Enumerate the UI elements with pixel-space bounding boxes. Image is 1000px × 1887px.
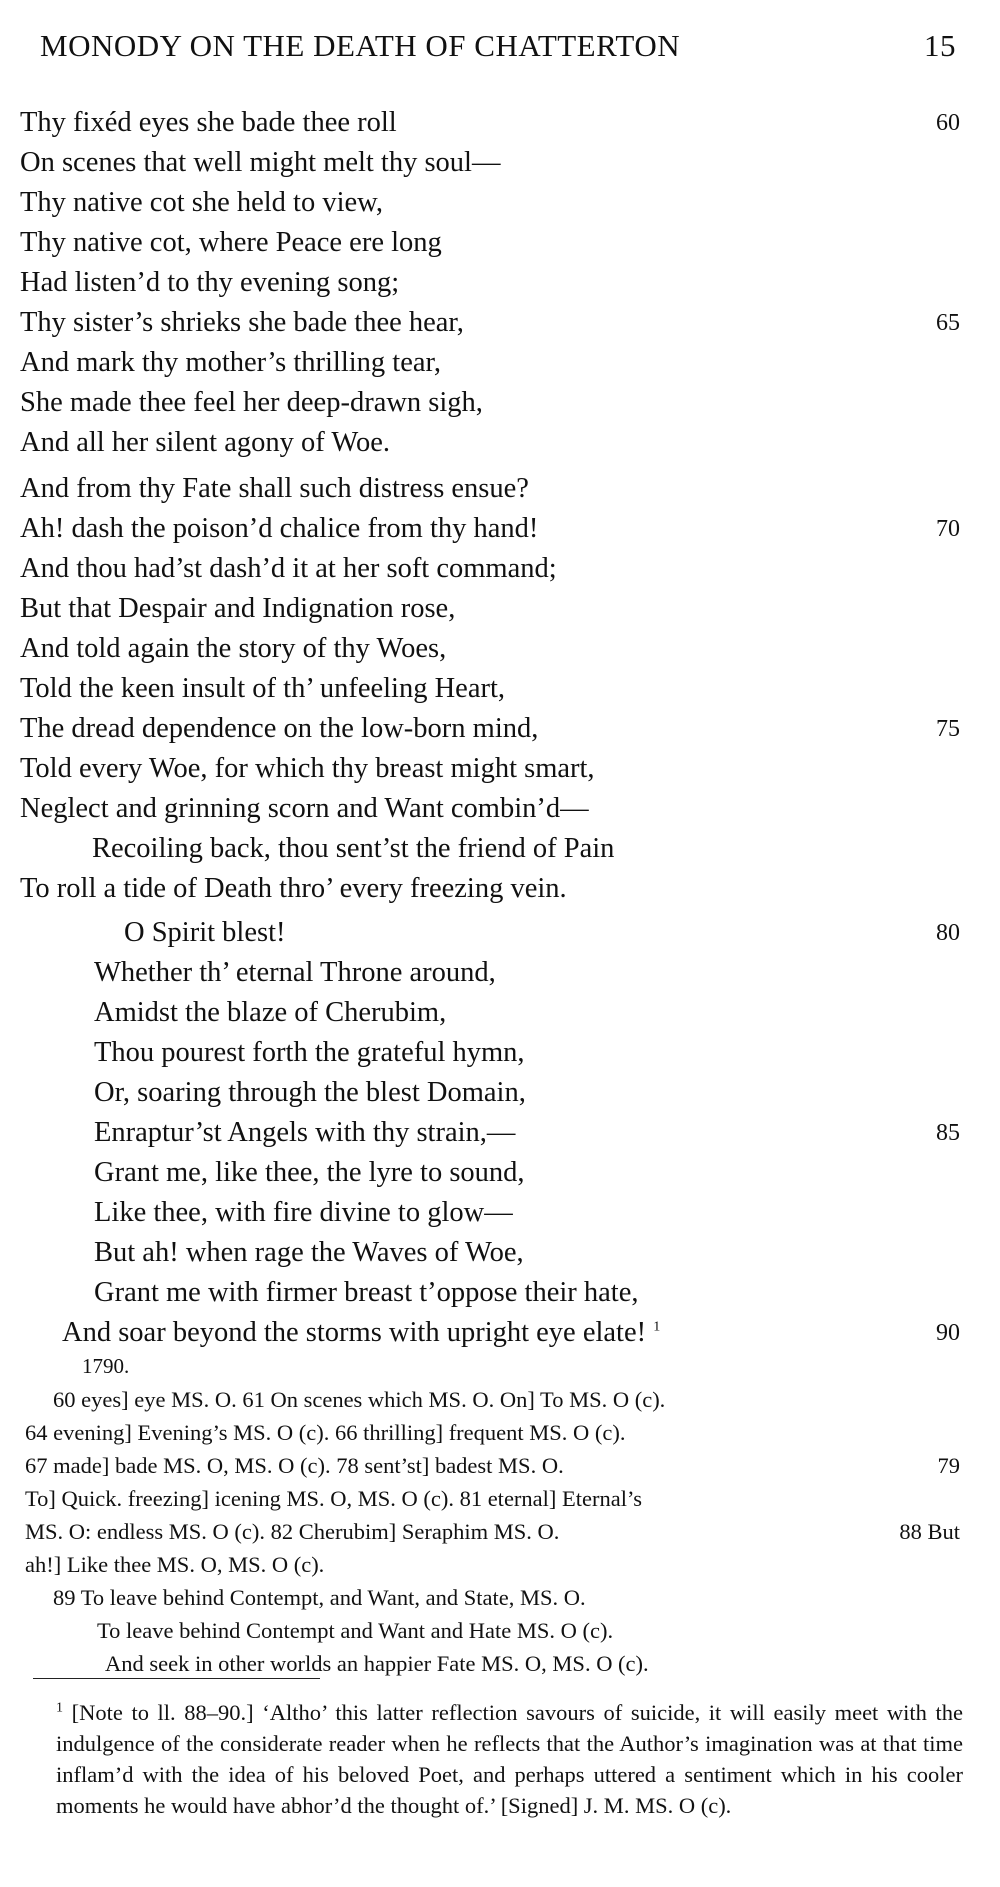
variant-line [25, 1515, 960, 1548]
poem-line [20, 993, 960, 1033]
line-number: 90 [936, 1320, 960, 1346]
footnote-body [28, 1697, 963, 1821]
poem-line [20, 383, 960, 423]
poem-line [20, 1113, 960, 1153]
footnote-divider [33, 1678, 320, 1679]
poem-line-text: Had listen’d to thy evening song; [20, 267, 400, 298]
line-number: 75 [936, 716, 960, 742]
variant-line [25, 1449, 960, 1482]
poem-line [20, 183, 960, 223]
poem-line-text: On scenes that well might melt thy soul— [20, 147, 501, 178]
poem-line-text: Thou pourest forth the grateful hymn, [94, 1037, 525, 1068]
footnote-marker: 1 [56, 1700, 63, 1716]
poem-line [20, 223, 960, 263]
poem-line [20, 913, 960, 953]
poem-line [20, 869, 960, 909]
footnote-text: [Note to ll. 88–90.] ‘Altho’ this latter reflection savours of suicide, it will easily meet with the indulgence of the considerate reader when he reflects that the Author’s imagination was at that time inflam’d with the idea of his beloved Poet, and perhaps uttered a sentiment which in his cooler moments he would have abhor’d the thought of.’ [Signed] J. M. MS. O (c). [56, 1700, 964, 1818]
poem-line-text: And mark thy mother’s thrilling tear, [20, 347, 442, 378]
variant-text: 67 made] bade MS. O, MS. O (c). 78 sent’st] badest MS. O. [25, 1453, 564, 1478]
poem-line-text: Grant me, like thee, the lyre to sound, [94, 1157, 525, 1188]
variant-line: 60 eyes] eye MS. O. 61 On scenes which MS. O. On] To MS. O (c). [53, 1387, 666, 1412]
variant-line: And seek in other worlds an happier Fate MS. O, MS. O (c). [105, 1651, 649, 1676]
poem-line [20, 103, 960, 143]
poem-line-text: Thy fixéd eyes she bade thee roll [20, 107, 397, 138]
running-head-title: MONODY ON THE DEATH OF CHATTERTON [40, 28, 681, 63]
poem-line-text: And all her silent agony of Woe. [20, 427, 390, 458]
variant-line: ah!] Like thee MS. O, MS. O (c). [25, 1552, 325, 1577]
variant-line: 89 To leave behind Contempt, and Want, and State, MS. O. [53, 1585, 586, 1610]
textual-variants [25, 1383, 960, 1680]
variant-text: MS. O: endless MS. O (c). 82 Cherubim] Seraphim MS. O. [25, 1519, 560, 1544]
poem-line-text: But ah! when rage the Waves of Woe, [94, 1237, 524, 1268]
poem-line [20, 1233, 960, 1273]
poem-line [20, 669, 960, 709]
poem-line-text: O Spirit blest! [124, 917, 286, 948]
poem-line [20, 953, 960, 993]
poem-date: 1790. [82, 1354, 130, 1378]
page-number: 15 [924, 28, 956, 63]
poem-line-text: The dread dependence on the low-born mind, [20, 713, 539, 744]
poem-line-text: Neglect and grinning scorn and Want combin’d— [20, 793, 589, 824]
poem-line [20, 469, 960, 509]
poem-body [20, 103, 960, 1381]
poem-line-text: Thy native cot, where Peace ere long [20, 227, 442, 258]
poem-line-text: Thy sister’s shrieks she bade thee hear, [20, 307, 464, 338]
running-head [40, 28, 960, 68]
poem-line-text: Told every Woe, for which thy breast might smart, [20, 753, 595, 784]
line-number: 60 [936, 110, 960, 136]
poem-line-text: Ah! dash the poison’d chalice from thy hand! [20, 513, 539, 544]
poem-line [20, 423, 960, 463]
variant-text-right: 79 [937, 1453, 960, 1478]
poem-line-text: She made thee feel her deep-drawn sigh, [20, 387, 483, 418]
poem-line [20, 789, 960, 829]
poem-line [20, 629, 960, 669]
variant-line: 64 evening] Evening’s MS. O (c). 66 thrilling] frequent MS. O (c). [25, 1420, 626, 1445]
variant-text-right: 88 But [899, 1519, 960, 1544]
poem-line [20, 263, 960, 303]
poem-line-text: But that Despair and Indignation rose, [20, 593, 456, 624]
variant-line: To] Quick. freezing] icening MS. O, MS. O (c). 81 eternal] Eternal’s [25, 1486, 642, 1511]
line-number: 70 [936, 516, 960, 542]
poem-line [20, 1313, 960, 1353]
poem-line-text: And from thy Fate shall such distress ensue? [20, 473, 529, 504]
poem-line-text: Whether th’ eternal Throne around, [94, 957, 496, 988]
variant-line: To leave behind Contempt and Want and Hate MS. O (c). [97, 1618, 614, 1643]
poem-line [20, 589, 960, 629]
poem-line [20, 1033, 960, 1073]
poem-line-text: And told again the story of thy Woes, [20, 633, 447, 664]
poem-line [20, 749, 960, 789]
poem-line-text: Or, soaring through the blest Domain, [94, 1077, 526, 1108]
line-number: 65 [936, 310, 960, 336]
poem-line-text: To roll a tide of Death thro’ every freezing vein. [20, 873, 567, 904]
poem-line-text: And thou had’st dash’d it at her soft command; [20, 553, 557, 584]
poem-line [20, 1193, 960, 1233]
poem-line-text: Thy native cot she held to view, [20, 187, 384, 218]
poem-line-text: And soar beyond the storms with upright eye elate! [62, 1317, 647, 1348]
poem-line [20, 143, 960, 183]
poem-line [20, 829, 960, 869]
poem-line [20, 549, 960, 589]
poem-line-text: Like thee, with fire divine to glow— [94, 1197, 513, 1228]
poem-line [20, 1273, 960, 1313]
line-number: 85 [936, 1120, 960, 1146]
line-number: 80 [936, 920, 960, 946]
poem-line-text: Recoiling back, thou sent’st the friend of Pain [92, 833, 615, 864]
poem-line-text: Told the keen insult of th’ unfeeling Heart, [20, 673, 506, 704]
poem-line [20, 709, 960, 749]
poem-line [20, 1073, 960, 1113]
poem-line [20, 509, 960, 549]
footnote [28, 1697, 963, 1821]
poem-line-text: Grant me with firmer breast t’oppose their hate, [94, 1277, 639, 1308]
poem-line-text: Enraptur’st Angels with thy strain,— [94, 1117, 516, 1148]
poem-line [20, 343, 960, 383]
poem-line-text: Amidst the blaze of Cherubim, [94, 997, 447, 1028]
poem-line [20, 303, 960, 343]
poem-line [20, 1153, 960, 1193]
footnote-marker: 1 [653, 1319, 661, 1335]
